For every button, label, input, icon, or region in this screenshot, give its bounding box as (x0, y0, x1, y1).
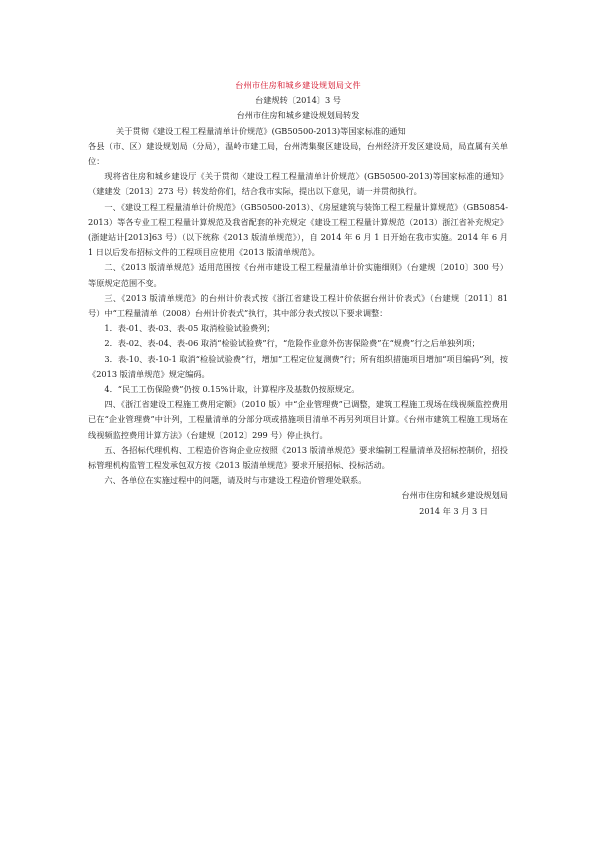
paragraph-intro: 现将省住房和城乡建设厅《关于贯彻〈建设工程工程量清单计价规范〉(GB50500-2013)等国家标准的通知》（建建发〔2013〕273 号）转发给你们，结合我市实际，提出以下意见，请一并贯彻执行。 (88, 171, 508, 197)
paragraph-3: 三、《2013 版清单规范》的台州计价表式按《浙江省建设工程计价依据台州计价表式》（台建规〔2011〕81 号）中“工程量清单（2008）台州计价表式”执行，其中部分表式按以下要求调整： (88, 292, 508, 319)
signature-org: 台州市住房和城乡建设规划局 (401, 490, 508, 501)
paragraph-6: 六、各单位在实施过程中的问题，请及时与市建设工程造价管理处联系。 (104, 475, 367, 486)
addressee: 各县（市、区）建设规划局（分局），温岭市建工局，台州湾集聚区建设局，台州经济开发区建设局，局直属有关单位： (88, 140, 508, 167)
notice-subject: 关于贯彻《建设工程工程量清单计价规范》(GB50500-2013)等国家标准的通知 (116, 125, 406, 136)
paragraph-4: 四、《浙江省建设工程施工费用定额》（2010 版）中“企业管理费”已调整，建筑工程施工现场在线视频监控费用已在“企业管理费”中计列，工程量清单的分部分项或措施项目清单不再另列项目计算。《台州市建筑工程施工现场在线视频监控费用计算方法》（台建规〔2012〕299 号）停止执行。 (88, 399, 508, 440)
document-page (88, 78, 508, 519)
paragraph-3-item-2: 2．表-02、表-04、表-06 取消“检验试验费”行，“危险作业意外伤害保险费”在“规费”行之后单独列项； (104, 338, 480, 349)
forward-line: 台州市住房和城乡建设规划局转发 (236, 110, 360, 121)
paragraph-5: 五、各招标代理机构、工程造价咨询企业应按照《2013 版清单规范》要求编制工程量清单及招标控制价，招投标管理机构监管工程发承包双方按《2013 版清单规范》要求开展招标、投标活动。 (88, 444, 508, 471)
paragraph-1: 一、《建设工程工程量清单计价规范》（GB50500-2013）、《房屋建筑与装饰工程工程量计算规范》（GB50854-2013）等各专业工程工程量计算规范及我省配套的补充规定《建设工程工程量计算规范（2013）浙江省补充规定》(浙建站计[2013]63 号）（以下统称《2013 版清单规范》），自 2014 年 6 月 1 日开始在我市实施。2014 年 6 月 1 日以后发布招标文件的工程项目应使用《2013 版清单规范》。 (88, 201, 508, 258)
signature-date: 2014 年 3 月 3 日 (419, 505, 488, 516)
paragraph-2: 二、《2013 版清单规范》适用范围按《台州市建设工程工程量清单计价实施细则》（台建规〔2010〕300 号）等原规定范围不变。 (88, 262, 508, 288)
issuer-title: 台州市住房和城乡建设规划局文件 (235, 80, 361, 90)
paragraph-3-item-3: 3．表-10、表-10-1 取消“检验试验费”行，增加“工程定位复测费”行；所有组织措施项目增加“项目编码”列，按《2013 版清单规范》规定编码。 (88, 353, 508, 379)
doc-number: 台建规转〔2014〕3 号 (255, 95, 341, 106)
paragraph-3-item-1: 1．表-01、表-03、表-05 取消检验试验费列； (104, 323, 275, 334)
paragraph-3-item-4: 4．“民工工伤保险费”仍按 0.15%计取，计算程序及基数仍按原规定。 (104, 384, 360, 395)
